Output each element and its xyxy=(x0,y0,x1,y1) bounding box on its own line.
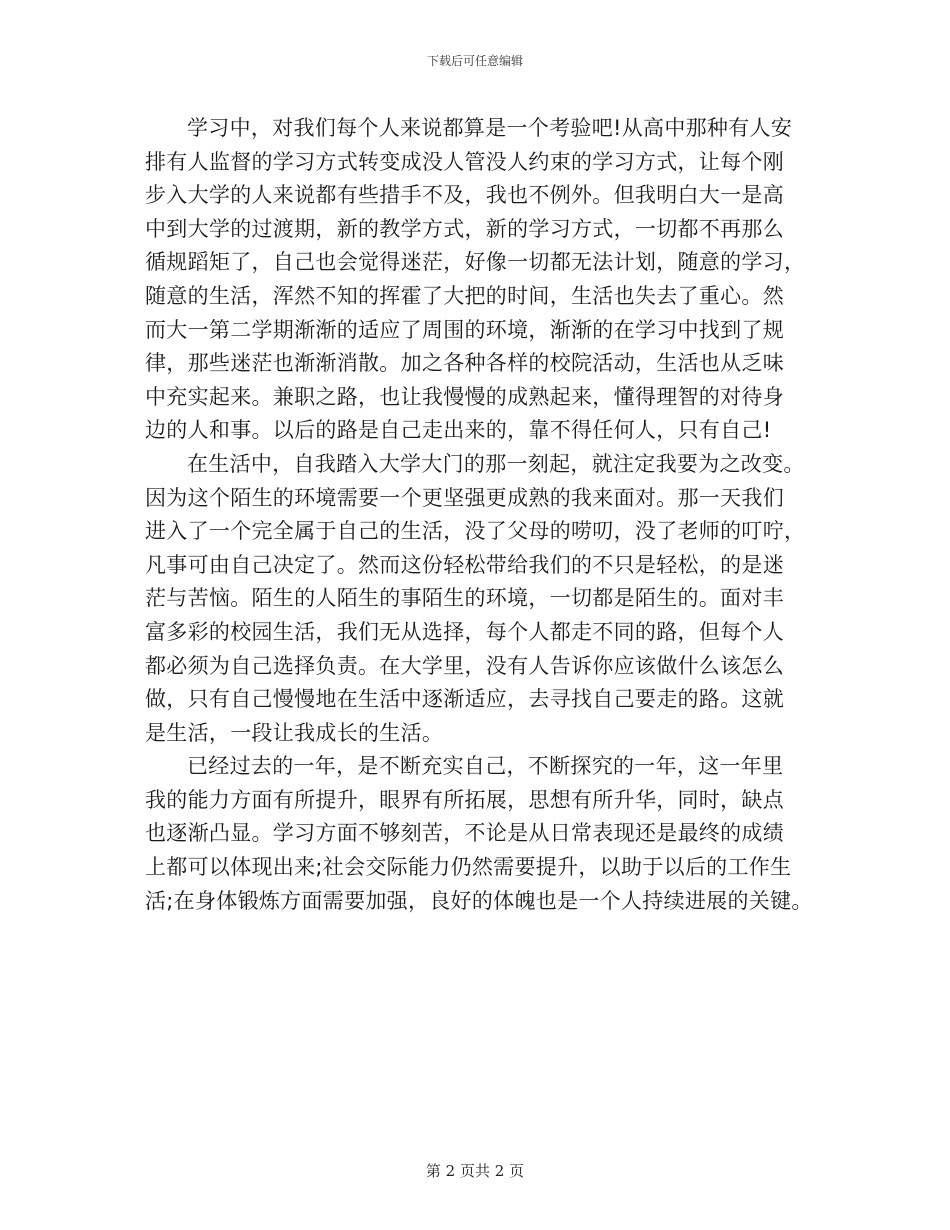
text-line: 做，只有自己慢慢地在生活中逐渐适应，去寻找自己要走的路。这就 xyxy=(145,687,784,712)
text-line: 而大一第二学期渐渐的适应了周围的环境，渐渐的在学习中找到了规 xyxy=(145,317,784,342)
text-line: 律，那些迷茫也渐渐消散。加之各种各样的校院活动，生活也从乏味 xyxy=(145,351,784,376)
paragraph-2 xyxy=(145,448,825,750)
text-line: 中充实起来。兼职之路，也让我慢慢的成熟起来，懂得理智的对待身 xyxy=(145,384,784,409)
text-line: 循规蹈矩了，自己也会觉得迷茫，好像一切都无法计划，随意的学习， xyxy=(145,250,806,275)
text-line: 凡事可由自己决定了。然而这份轻松带给我们的不只是轻松，的是迷 xyxy=(145,552,784,577)
document-body xyxy=(145,112,825,918)
text-line: 在生活中，自我踏入大学大门的那一刻起，就注定我要为之改变。 xyxy=(187,451,805,476)
text-line: 随意的生活，浑然不知的挥霍了大把的时间，生活也失去了重心。然 xyxy=(145,283,784,308)
text-line: 富多彩的校园生活，我们无从选择，每个人都走不同的路，但每个人 xyxy=(145,619,784,644)
text-line: 都必须为自己选择负责。在大学里，没有人告诉你应该做什么该怎么 xyxy=(145,653,784,678)
paragraph-1 xyxy=(145,112,825,448)
text-line: 茫与苦恼。陌生的人陌生的事陌生的环境，一切都是陌生的。面对丰 xyxy=(145,586,784,611)
page-number-footer: 第 2 页共 2 页 xyxy=(425,1162,525,1180)
text-line: 因为这个陌生的环境需要一个更坚强更成熟的我来面对。那一天我们 xyxy=(145,485,784,510)
text-line: 已经过去的一年，是不断充实自己，不断探究的一年，这一年里 xyxy=(187,754,784,779)
text-line: 学习中，对我们每个人来说都算是一个考验吧!从高中那种有人安 xyxy=(187,116,793,140)
text-line: 边的人和事。以后的路是自己走出来的，靠不得任何人，只有自己! xyxy=(145,418,772,443)
paragraph-3 xyxy=(145,750,825,918)
text-line: 中到大学的过渡期，新的教学方式，新的学习方式，一切都不再那么 xyxy=(145,216,784,241)
text-line: 活;在身体锻炼方面需要加强，良好的体魄也是一个人持续进展的关键。 xyxy=(145,888,813,913)
text-line: 进入了一个完全属于自己的生活，没了父母的唠叨，没了老师的叮咛， xyxy=(145,519,806,544)
text-line: 排有人监督的学习方式转变成没人管没人约束的学习方式，让每个刚 xyxy=(145,149,784,174)
page-header: 下载后可任意编辑 xyxy=(426,54,523,68)
text-line: 上都可以体现出来;社会交际能力仍然需要提升，以助于以后的工作生 xyxy=(145,855,792,880)
text-line: 我的能力方面有所提升，眼界有所拓展，思想有所升华，同时，缺点 xyxy=(145,787,784,812)
text-line: 是生活，一段让我成长的生活。 xyxy=(145,720,444,745)
text-line: 也逐渐凸显。学习方面不够刻苦，不论是从日常表现还是最终的成绩 xyxy=(145,821,784,846)
text-line: 步入大学的人来说都有些措手不及，我也不例外。但我明白大一是高 xyxy=(145,183,784,208)
